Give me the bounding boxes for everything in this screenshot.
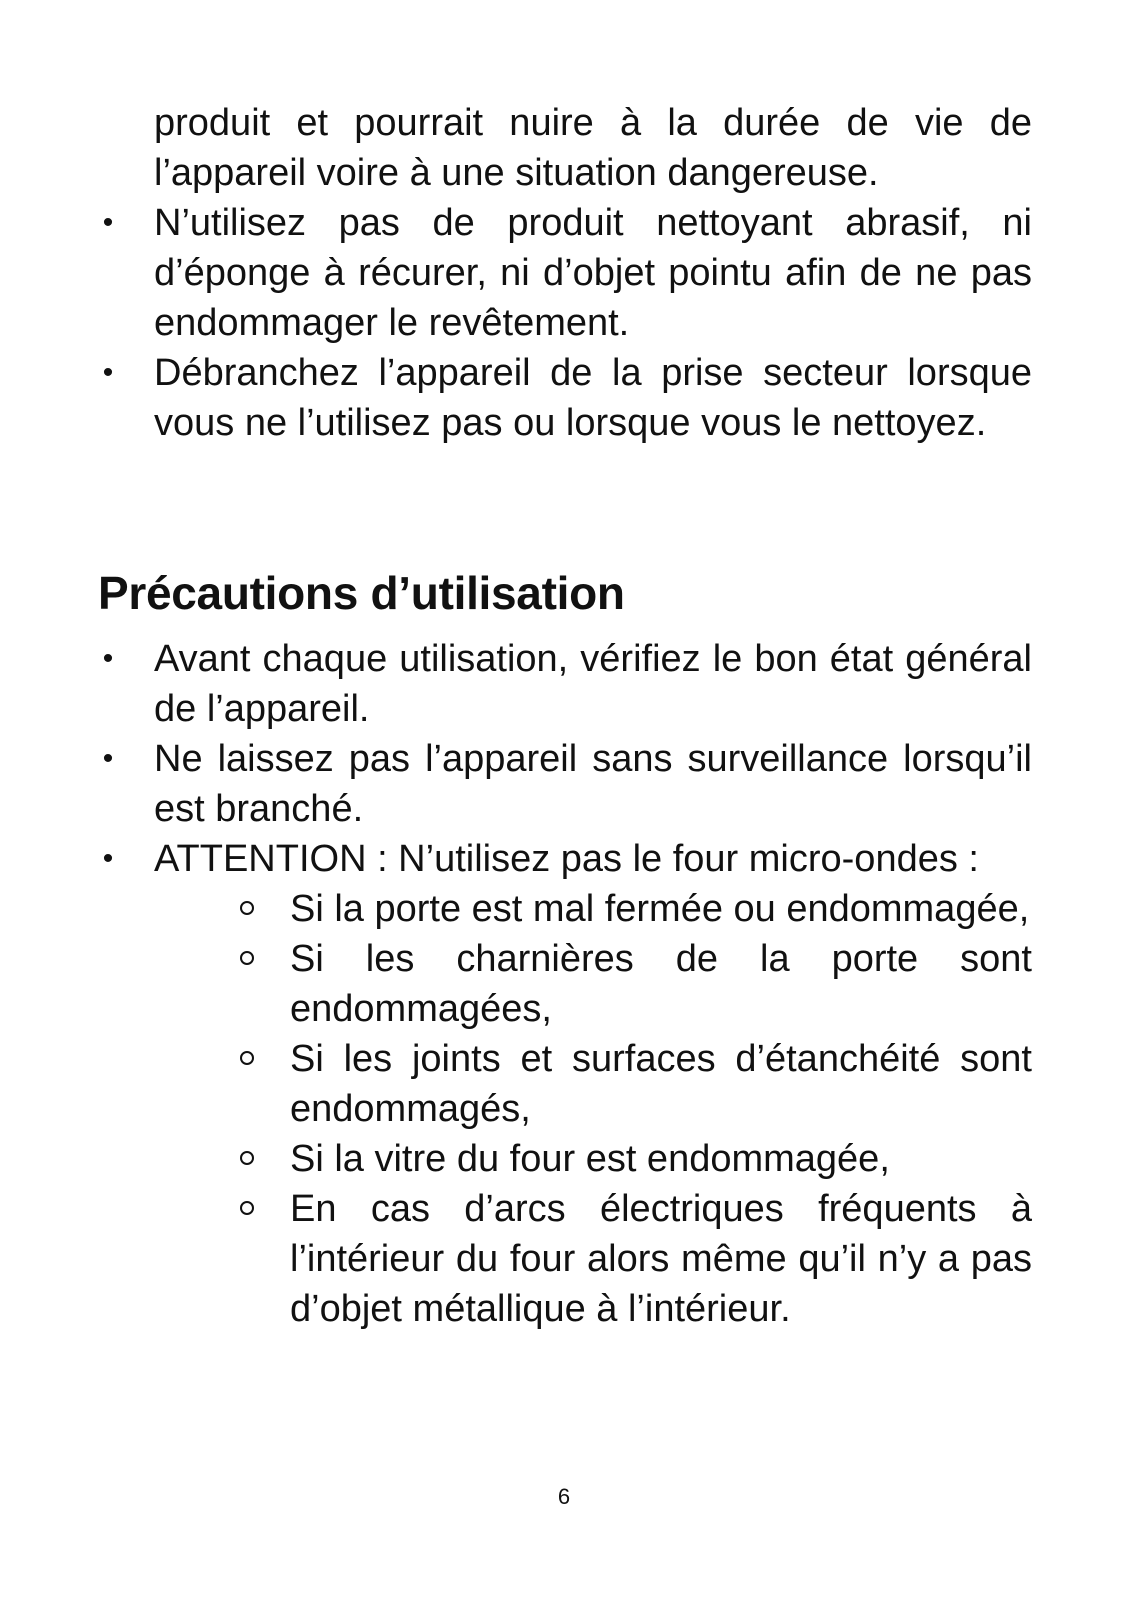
sub-list-item bbox=[0, 1134, 1032, 1184]
circle-bullet-icon bbox=[240, 951, 254, 965]
page-number: 6 bbox=[557, 1484, 571, 1509]
circle-bullet-icon bbox=[240, 1201, 254, 1215]
list-item bbox=[0, 198, 1032, 348]
sub-bullet-list bbox=[154, 884, 1032, 1334]
maintenance-bullet-list bbox=[0, 198, 1128, 448]
sub-list-item bbox=[0, 1034, 1032, 1134]
section-heading: Précautions d’utilisation bbox=[98, 567, 625, 619]
list-item-text: Ne laissez pas l’appareil sans surveillance lorsqu’il est branché. bbox=[154, 738, 1032, 830]
bullet-icon: • bbox=[102, 356, 114, 389]
sub-list-item-text: En cas d’arcs électriques fréquents à l’intérieur du four alors même qu’il n’y a pas d’objet métallique à l’intérieur. bbox=[290, 1188, 1032, 1330]
sub-list-item-text: Si les joints et surfaces d’étanchéité sont endommagés, bbox=[290, 1038, 1032, 1130]
sub-list-item bbox=[0, 934, 1032, 1034]
list-item bbox=[0, 348, 1032, 448]
bullet-icon: • bbox=[102, 206, 114, 239]
sub-list-item bbox=[0, 884, 1032, 934]
bullet-icon: • bbox=[102, 742, 114, 775]
list-item-text: Avant chaque utilisation, vérifiez le bon état général de l’appareil. bbox=[154, 638, 1032, 730]
sub-list-item-text: Si les charnières de la porte sont endommagées, bbox=[290, 938, 1032, 1030]
list-item-text: Débranchez l’appareil de la prise secteur lorsque vous ne l’utilisez pas ou lorsque vous le nettoyez. bbox=[154, 352, 1032, 444]
sub-list-item bbox=[0, 1184, 1032, 1334]
bullet-icon: • bbox=[102, 642, 114, 675]
continuation-paragraph: produit et pourrait nuire à la durée de vie de l’appareil voire à une situation dangereuse. bbox=[154, 102, 1032, 194]
sub-list-item-text: Si la vitre du four est endommagée, bbox=[290, 1138, 890, 1180]
list-item bbox=[0, 634, 1032, 734]
list-item-text: ATTENTION : N’utilisez pas le four micro-ondes : bbox=[154, 838, 979, 880]
circle-bullet-icon bbox=[240, 1151, 254, 1165]
circle-bullet-icon bbox=[240, 1051, 254, 1065]
sub-list-item-text: Si la porte est mal fermée ou endommagée, bbox=[290, 888, 1030, 930]
bullet-icon: • bbox=[102, 842, 114, 875]
list-item bbox=[0, 734, 1032, 834]
circle-bullet-icon bbox=[240, 901, 254, 915]
list-item-text: N’utilisez pas de produit nettoyant abrasif, ni d’éponge à récurer, ni d’objet pointu afin de ne pas endommager le revêtement. bbox=[154, 202, 1032, 344]
precautions-bullet-list bbox=[0, 634, 1128, 1334]
list-item bbox=[0, 834, 1032, 1334]
